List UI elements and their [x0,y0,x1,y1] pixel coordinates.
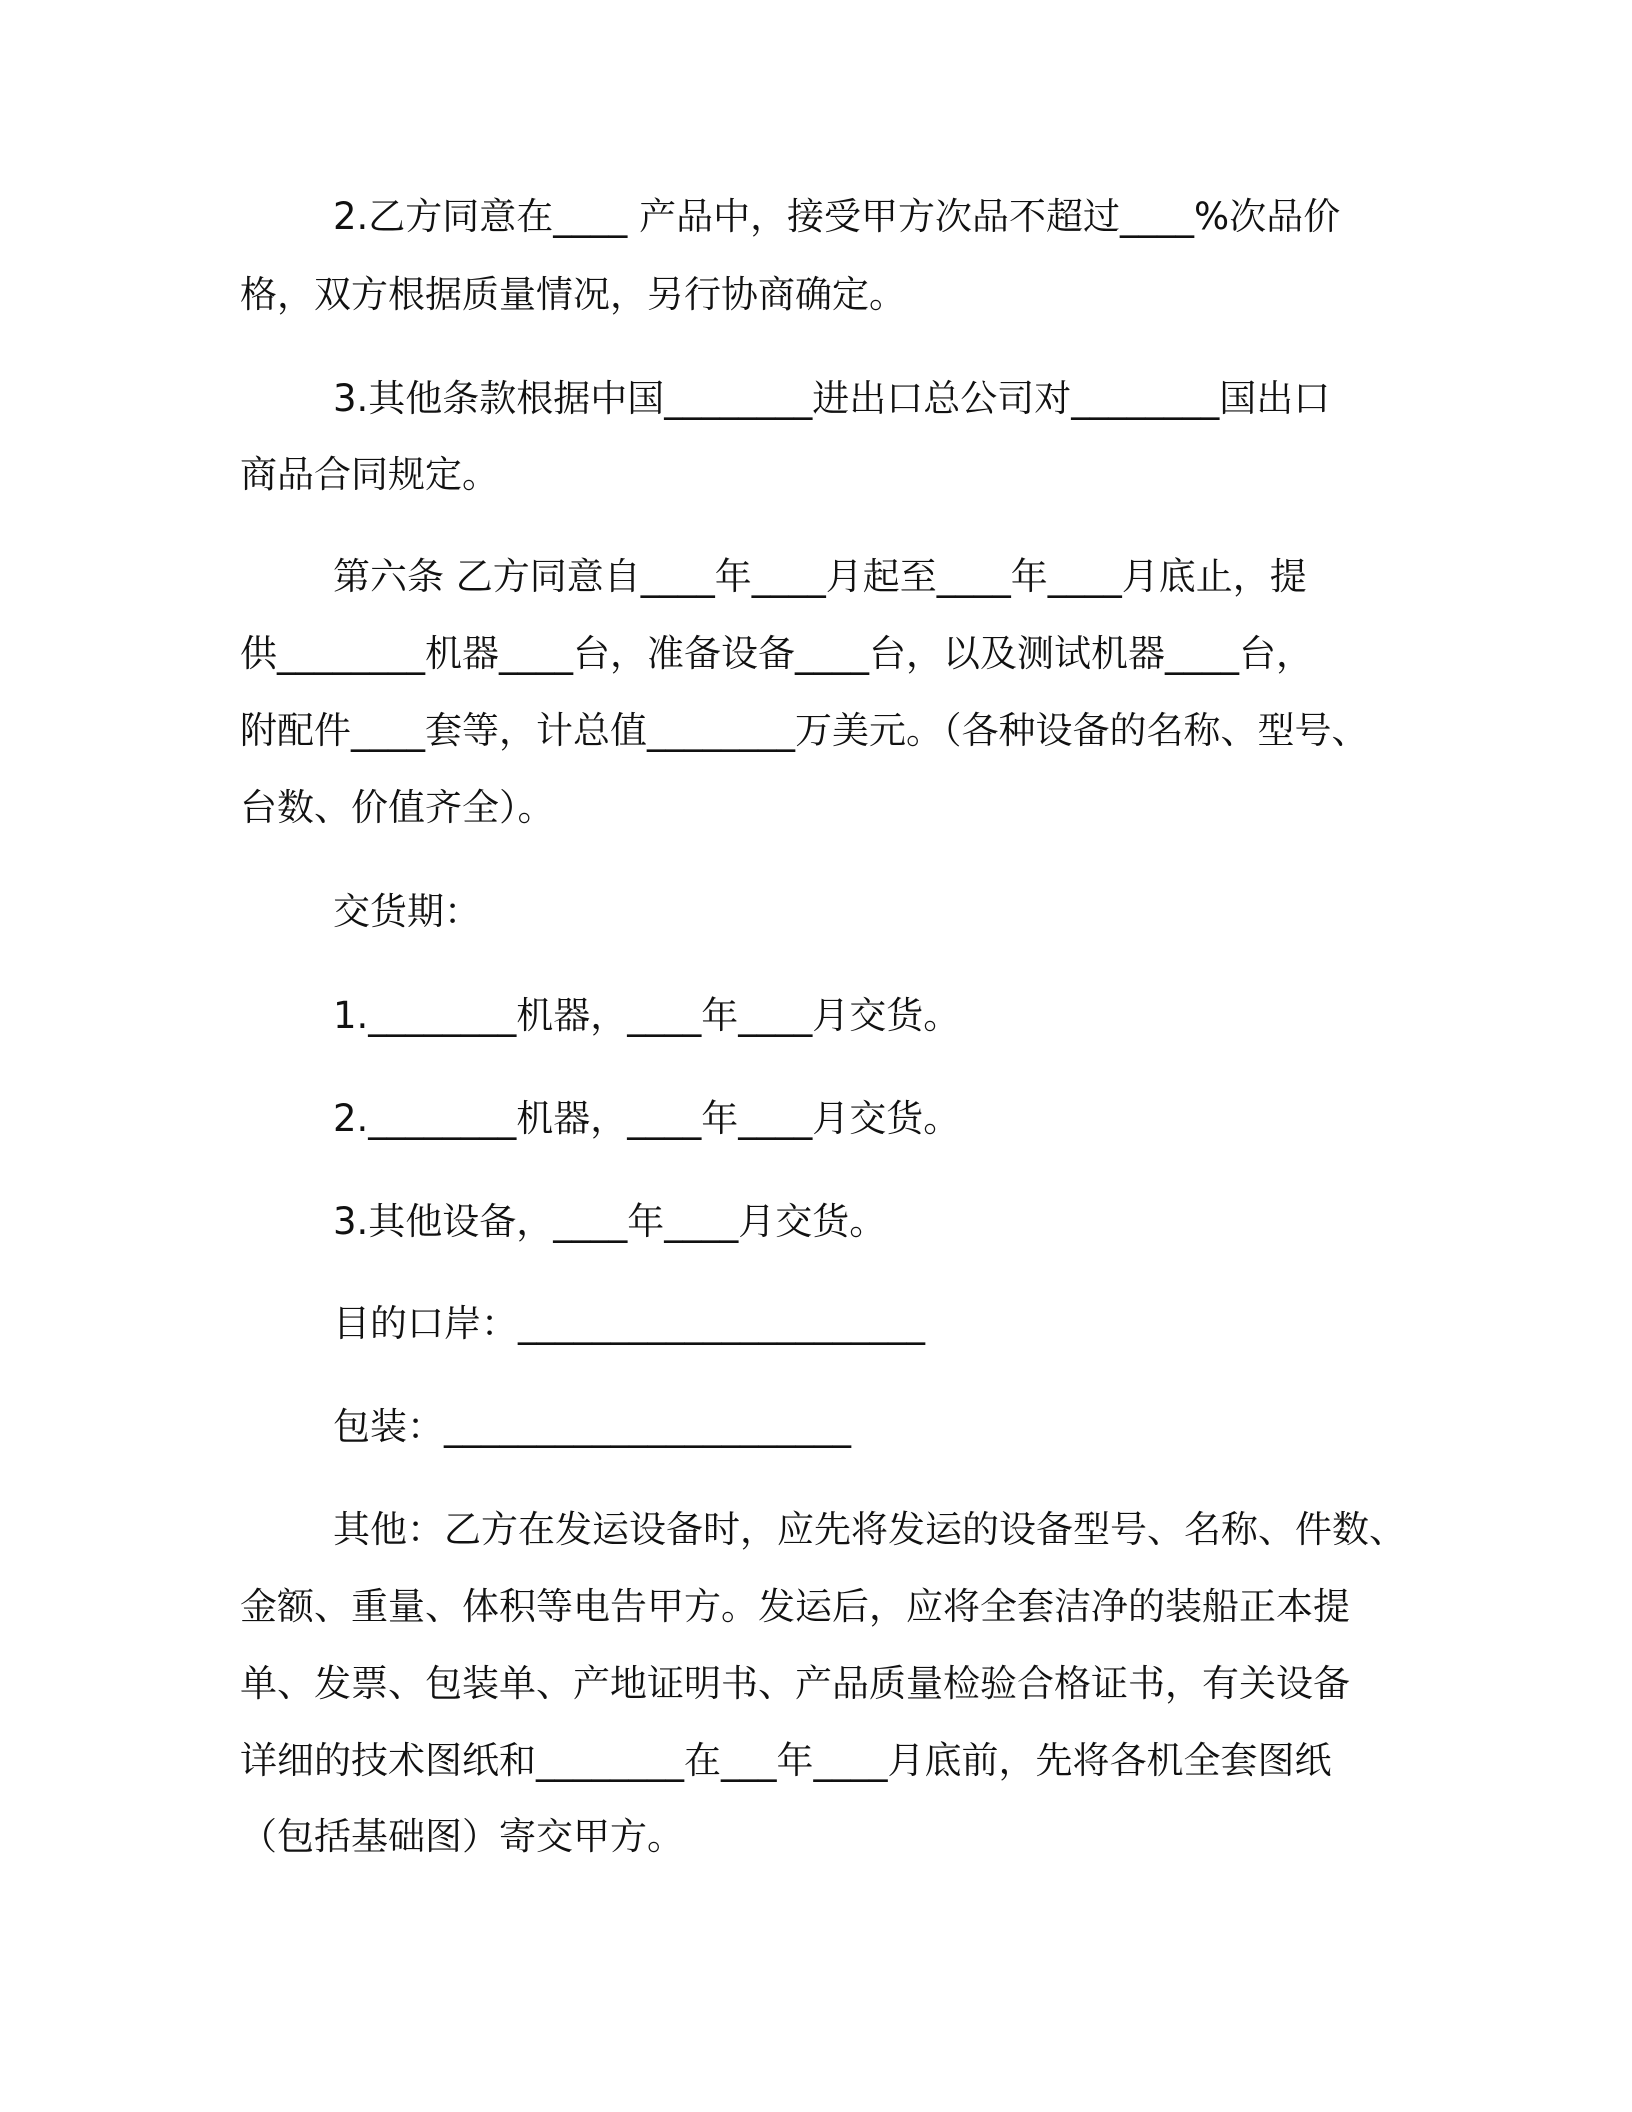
other-line-4: 详细的技术图纸和________在___年____月底前，先将各机全套图纸 [240,1739,1332,1782]
clause-3-line-1: 3.其他条款根据中国________进出口总公司对________国出口 [333,377,1331,420]
packaging: 包装：______________________ [333,1405,851,1448]
article-6-line-1: 第六条 乙方同意自____年____月起至____年____月底止，提 [333,555,1307,598]
clause-2-line-1: 2.乙方同意在____ 产品中，接受甲方次品不超过____%次品价 [333,195,1341,238]
other-line-2: 金额、重量、体积等电告甲方。发运后，应将全套洁净的装船正本提 [240,1585,1350,1628]
clause-3-line-2: 商品合同规定。 [240,453,499,496]
article-6-line-3: 附配件____套等，计总值________万美元。（各种设备的名称、型号、 [240,709,1369,752]
other-line-3: 单、发票、包装单、产地证明书、产品质量检验合格证书，有关设备 [240,1662,1350,1705]
delivery-item-1: 1.________机器，____年____月交货。 [333,994,961,1037]
article-6-line-4: 台数、价值齐全）。 [240,786,555,829]
article-6-line-2: 供________机器____台，准备设备____台，以及测试机器____台， [240,632,1313,675]
delivery-item-2: 2.________机器，____年____月交货。 [333,1097,961,1140]
destination-port: 目的口岸：______________________ [333,1302,925,1345]
other-line-1: 其他：乙方在发运设备时，应先将发运的设备型号、名称、件数、 [333,1508,1406,1551]
clause-2-line-2: 格，双方根据质量情况，另行协商确定。 [240,273,906,316]
delivery-item-3: 3.其他设备，____年____月交货。 [333,1200,887,1243]
other-line-5: （包括基础图）寄交甲方。 [240,1815,684,1858]
delivery-period-heading: 交货期： [333,890,481,933]
